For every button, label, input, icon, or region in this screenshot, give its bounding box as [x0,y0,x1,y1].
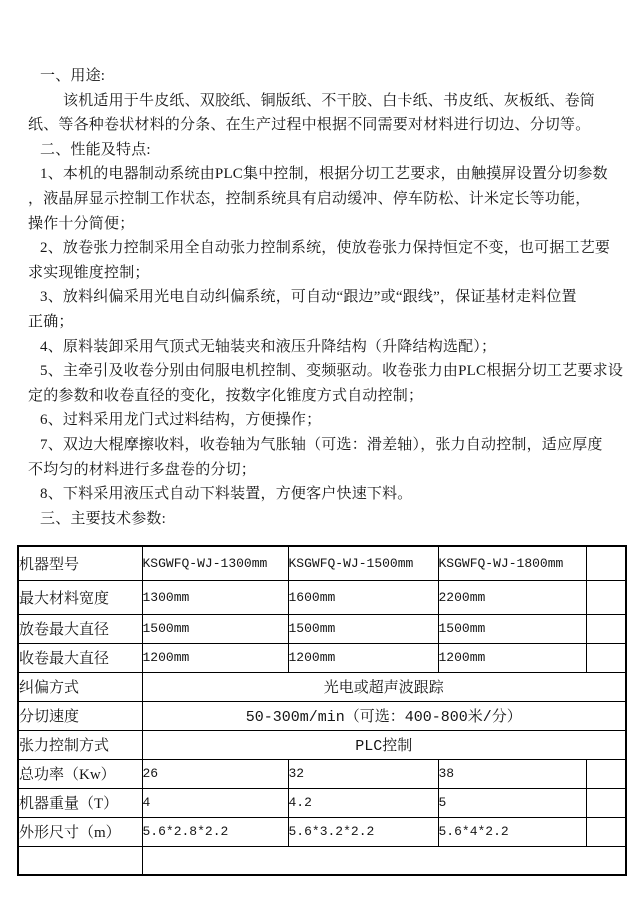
spec-table [17,545,627,876]
table-row [18,580,626,614]
body-line: 定的参数和收卷直径的变化，按数字化锥度方式自动控制； [28,387,424,404]
body-line: 4、原料装卸采用气顶式无轴装夹和液压升降结构（升降结构选配）； [40,338,497,355]
table-row [18,730,626,759]
table-row [18,788,626,817]
document-body [0,64,640,531]
value-cell: 38 [438,759,586,788]
empty-cell [586,643,626,672]
row-label-cell: 分切速度 [18,701,142,730]
body-line: 不均匀的材料进行多盘卷的分切； [28,461,257,478]
merged-value-cell: 光电或超声波跟踪 [142,672,626,701]
value-cell: 1200mm [288,643,438,672]
value-cell: KSGWFQ-WJ-1800mm [438,546,586,580]
row-label-cell: 总功率（Kw） [18,759,142,788]
value-cell: 1300mm [142,580,288,614]
table-row [18,614,626,643]
table-row [18,672,626,701]
section-heading: 三、主要技术参数: [40,510,166,527]
row-label-cell: 纠偏方式 [18,672,142,701]
body-line: 求实现锥度控制； [28,264,150,281]
table-row [18,846,626,875]
row-label-cell: 最大材料宽度 [18,580,142,614]
value-cell: 5.6*3.2*2.2 [288,817,438,846]
row-label-cell: 张力控制方式 [18,730,142,759]
merged-value-cell [142,846,626,875]
value-cell: 5.6*2.8*2.2 [142,817,288,846]
body-line: 操作十分简便； [28,215,135,232]
row-label-cell: 机器型号 [18,546,142,580]
empty-cell [586,580,626,614]
table-row [18,759,626,788]
value-cell: 4 [142,788,288,817]
value-cell: 1600mm [288,580,438,614]
table-row [18,701,626,730]
body-line: 2、放卷张力控制采用全自动张力控制系统，使放卷张力保持恒定不变，也可据工艺要 [40,240,611,257]
body-line: 7、双边大棍摩擦收料，收卷轴为气胀轴（可选：滑差轴），张力自动控制，适应厚度 [40,436,603,453]
merged-value-cell: 50-300m/min（可选：400-800米/分） [142,701,626,730]
row-label-cell: 外形尺寸（m） [18,817,142,846]
section-heading: 二、性能及特点: [40,141,151,158]
body-line: 该机适用于牛皮纸、双胶纸、铜版纸、不干胶、白卡纸、书皮纸、灰板纸、卷筒 [63,92,596,109]
value-cell: 5.6*4*2.2 [438,817,586,846]
empty-cell [586,759,626,788]
value-cell: KSGWFQ-WJ-1300mm [142,546,288,580]
value-cell: 26 [142,759,288,788]
body-line: 正确； [28,313,74,330]
table-row [18,817,626,846]
value-cell: 1500mm [288,614,438,643]
row-label-cell: 收卷最大直径 [18,643,142,672]
body-line: 8、下料采用液压式自动下料装置，方便客户快速下料。 [40,486,413,503]
value-cell: 1200mm [438,643,586,672]
empty-cell [586,614,626,643]
value-cell: 1500mm [438,614,586,643]
empty-cell [586,788,626,817]
table-row [18,546,626,580]
body-line: ，液晶屏显示控制工作状态，控制系统具有启动缓冲、停车防松、计米定长等功能， [28,190,591,207]
row-label-cell [18,846,142,875]
value-cell: 1200mm [142,643,288,672]
value-cell: 5 [438,788,586,817]
body-line: 5、主牵引及收卷分别由伺服电机控制、变频驱动。收卷张力由PLC根据分切工艺要求设 [40,363,624,380]
empty-cell [586,546,626,580]
value-cell: 32 [288,759,438,788]
section-heading: 一、用途: [40,68,106,84]
value-cell: 1500mm [142,614,288,643]
merged-value-cell: PLC控制 [142,730,626,759]
body-line: 3、放料纠偏采用光电自动纠偏系统，可自动“跟边”或“跟线”，保证基材走料位置 [40,289,577,306]
value-cell: KSGWFQ-WJ-1500mm [288,546,438,580]
empty-cell [586,817,626,846]
value-cell: 4.2 [288,788,438,817]
body-line: 纸、等各种卷状材料的分条、在生产过程中根据不同需要对材料进行切边、分切等。 [28,117,591,134]
row-label-cell: 放卷最大直径 [18,614,142,643]
value-cell: 2200mm [438,580,586,614]
body-line: 1、本机的电器制动系统由PLC集中控制，根据分切工艺要求，由触摸屏设置分切参数 [40,166,608,183]
table-row [18,643,626,672]
body-line: 6、过料采用龙门式过料结构，方便操作； [40,412,322,429]
row-label-cell: 机器重量（T） [18,788,142,817]
